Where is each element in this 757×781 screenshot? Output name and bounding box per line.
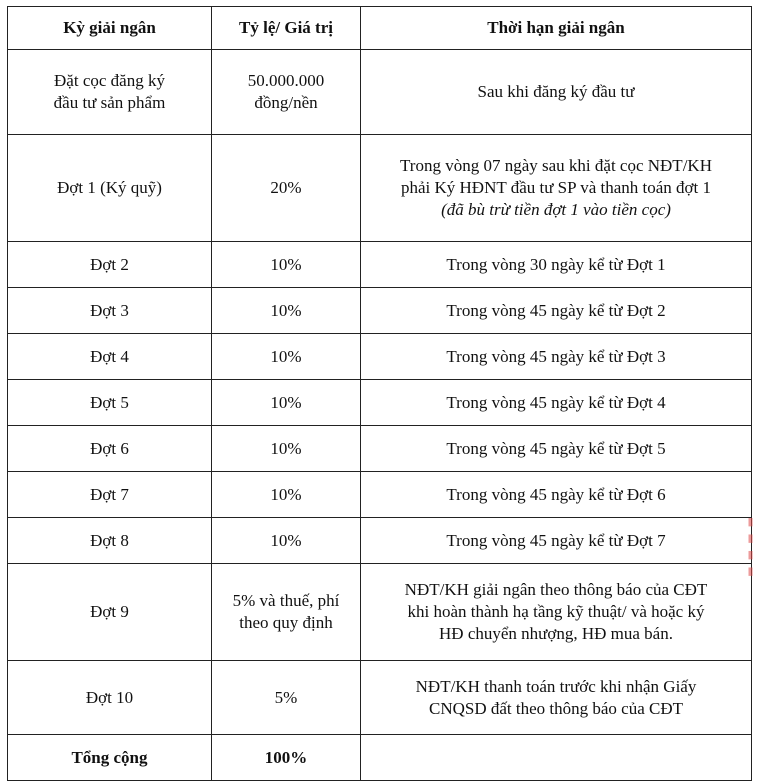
rate-cell: 10%	[212, 288, 361, 334]
term-text: Trong vòng 45 ngày kể từ Đợt 3	[446, 346, 666, 366]
table-row	[8, 334, 752, 380]
total-row	[8, 735, 752, 781]
table-row	[8, 380, 752, 426]
term-text: Trong vòng 07 ngày sau khi đặt cọc NĐT/KH phải Ký HĐNT đầu tư SP và thanh toán đợt 1	[400, 156, 712, 197]
rate-cell: 5%	[212, 661, 361, 735]
rate-cell: 10%	[212, 518, 361, 564]
period-cell: Đợt 9	[8, 564, 212, 661]
rate-cell: 10%	[212, 472, 361, 518]
term-cell	[361, 661, 752, 735]
table-row	[8, 242, 752, 288]
term-cell	[361, 288, 752, 334]
period-cell: Đợt 10	[8, 661, 212, 735]
table-row	[8, 518, 752, 564]
table-row	[8, 661, 752, 735]
red-stamp-mark: ▮ ▮ ▮ ▮	[744, 515, 757, 578]
rate-cell: 10%	[212, 426, 361, 472]
header-row	[8, 7, 752, 50]
table-row	[8, 564, 752, 661]
rate-cell: 20%	[212, 135, 361, 242]
total-label: Tổng cộng	[8, 735, 212, 781]
term-text: NĐT/KH thanh toán trước khi nhận Giấy CNQSD đất theo thông báo của CĐT	[415, 676, 697, 718]
header-period: Kỳ giải ngân	[8, 7, 212, 50]
total-term	[361, 735, 752, 781]
period-cell: Đợt 7	[8, 472, 212, 518]
disbursement-schedule-table	[7, 6, 752, 781]
table-row	[8, 50, 752, 135]
table-row	[8, 426, 752, 472]
total-value: 100%	[212, 735, 361, 781]
term-note: (đã bù trừ tiền đợt 1 vào tiền cọc)	[441, 200, 671, 219]
period-cell: Đợt 6	[8, 426, 212, 472]
term-text: Trong vòng 45 ngày kể từ Đợt 5	[446, 438, 666, 458]
term-cell	[361, 472, 752, 518]
period-cell: Đợt 5	[8, 380, 212, 426]
term-text: Sau khi đăng ký đầu tư	[477, 82, 635, 101]
rate-cell: 10%	[212, 380, 361, 426]
term-text: Trong vòng 30 ngày kể từ Đợt 1	[446, 254, 666, 274]
term-cell	[361, 426, 752, 472]
term-text: Trong vòng 45 ngày kể từ Đợt 7	[446, 530, 666, 550]
period-cell: Đợt 4	[8, 334, 212, 380]
rate-cell: 50.000.000 đồng/nền	[212, 50, 361, 135]
period-cell: Đợt 1 (Ký quỹ)	[8, 135, 212, 242]
period-cell: Đợt 8	[8, 518, 212, 564]
period-cell: Đặt cọc đăng ký đầu tư sản phẩm	[8, 50, 212, 135]
term-cell	[361, 334, 752, 380]
term-text: Trong vòng 45 ngày kể từ Đợt 2	[446, 300, 666, 320]
header-rate: Tỷ lệ/ Giá trị	[212, 7, 361, 50]
period-cell: Đợt 3	[8, 288, 212, 334]
rate-cell: 5% và thuế, phí theo quy định	[212, 564, 361, 661]
table-row	[8, 288, 752, 334]
term-cell	[361, 518, 752, 564]
term-cell	[361, 135, 752, 242]
term-cell	[361, 380, 752, 426]
rate-cell: 10%	[212, 242, 361, 288]
term-cell	[361, 242, 752, 288]
term-cell	[361, 50, 752, 135]
rate-cell: 10%	[212, 334, 361, 380]
term-cell	[361, 564, 752, 661]
table-row	[8, 472, 752, 518]
term-text: Trong vòng 45 ngày kể từ Đợt 6	[446, 484, 666, 504]
period-cell: Đợt 2	[8, 242, 212, 288]
term-text: Trong vòng 45 ngày kể từ Đợt 4	[446, 392, 666, 412]
header-term: Thời hạn giải ngân	[361, 7, 752, 50]
table-row	[8, 135, 752, 242]
term-text: NĐT/KH giải ngân theo thông báo của CĐT khi hoàn thành hạ tầng kỹ thuật/ và hoặc ký HĐ chuyển nhượng, HĐ mua bán.	[404, 580, 708, 643]
